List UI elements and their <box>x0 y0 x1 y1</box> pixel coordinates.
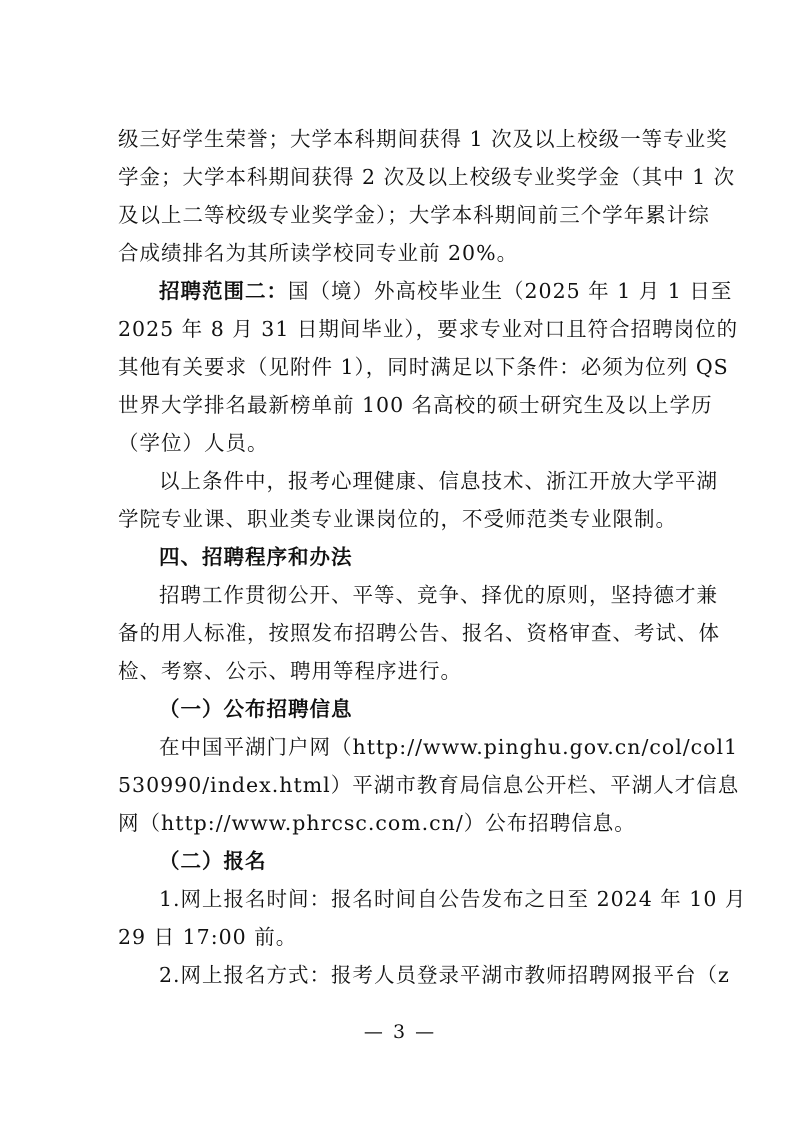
list-item-line: 1.网上报名时间：报名时间自公告发布之日至 2024 年 10 月 <box>159 887 747 911</box>
paragraph-line: 检、考察、公示、聘用等程序进行。 <box>118 659 462 683</box>
section-heading: 四、招聘程序和办法 <box>159 545 353 569</box>
paragraph-line: 招聘工作贯彻公开、平等、竞争、择优的原则，坚持德才兼 <box>159 583 718 607</box>
paragraph-line: 学院专业课、职业类专业课岗位的，不受师范类专业限制。 <box>118 507 677 531</box>
paragraph-line: 在中国平湖门户网（http://www.pinghu.gov.cn/col/col1 <box>159 735 739 759</box>
paragraph-line: （学位）人员。 <box>118 431 269 455</box>
paragraph-line: 其他有关要求（见附件 1），同时满足以下条件：必须为位列 QS <box>118 355 729 379</box>
list-item-line: 2.网上报名方式：报考人员登录平湖市教师招聘网报平台（z <box>159 963 730 987</box>
paragraph-line: 备的用人标准，按照发布招聘公告、报名、资格审查、考试、体 <box>118 621 720 645</box>
subsection-heading: （二）报名 <box>159 849 267 873</box>
paragraph-line: 网（http://www.phrcsc.com.cn/）公布招聘信息。 <box>118 811 636 835</box>
paragraph-line: 级三好学生荣誉；大学本科期间获得 1 次及以上校级一等专业奖 <box>118 127 728 151</box>
paragraph-line: 世界大学排名最新榜单前 100 名高校的硕士研究生及以上学历 <box>118 393 713 417</box>
paragraph-line: 以上条件中，报考心理健康、信息技术、浙江开放大学平湖 <box>159 469 718 493</box>
list-item-line: 29 日 17:00 前。 <box>118 925 298 949</box>
scope-two-first-line <box>159 273 733 309</box>
page-number: — 3 — <box>363 1021 437 1043</box>
paragraph-line: 学金；大学本科期间获得 2 次及以上校级专业奖学金（其中 1 次 <box>118 165 736 189</box>
paragraph-line: 530990/index.html）平湖市教育局信息公开栏、平湖人才信息 <box>118 773 740 797</box>
scope-two-label: 招聘范围二： <box>159 279 288 303</box>
scope-two-text: 国（境）外高校毕业生（2025 年 1 月 1 日至 <box>288 279 733 303</box>
paragraph-line: 及以上二等校级专业奖学金）；大学本科期间前三个学年累计综 <box>118 203 710 227</box>
paragraph-line: 2025 年 8 月 31 日期间毕业），要求专业对口且符合招聘岗位的 <box>118 317 739 341</box>
paragraph-line: 合成绩排名为其所读学校同专业前 20%。 <box>118 241 519 265</box>
subsection-heading: （一）公布招聘信息 <box>159 697 353 721</box>
